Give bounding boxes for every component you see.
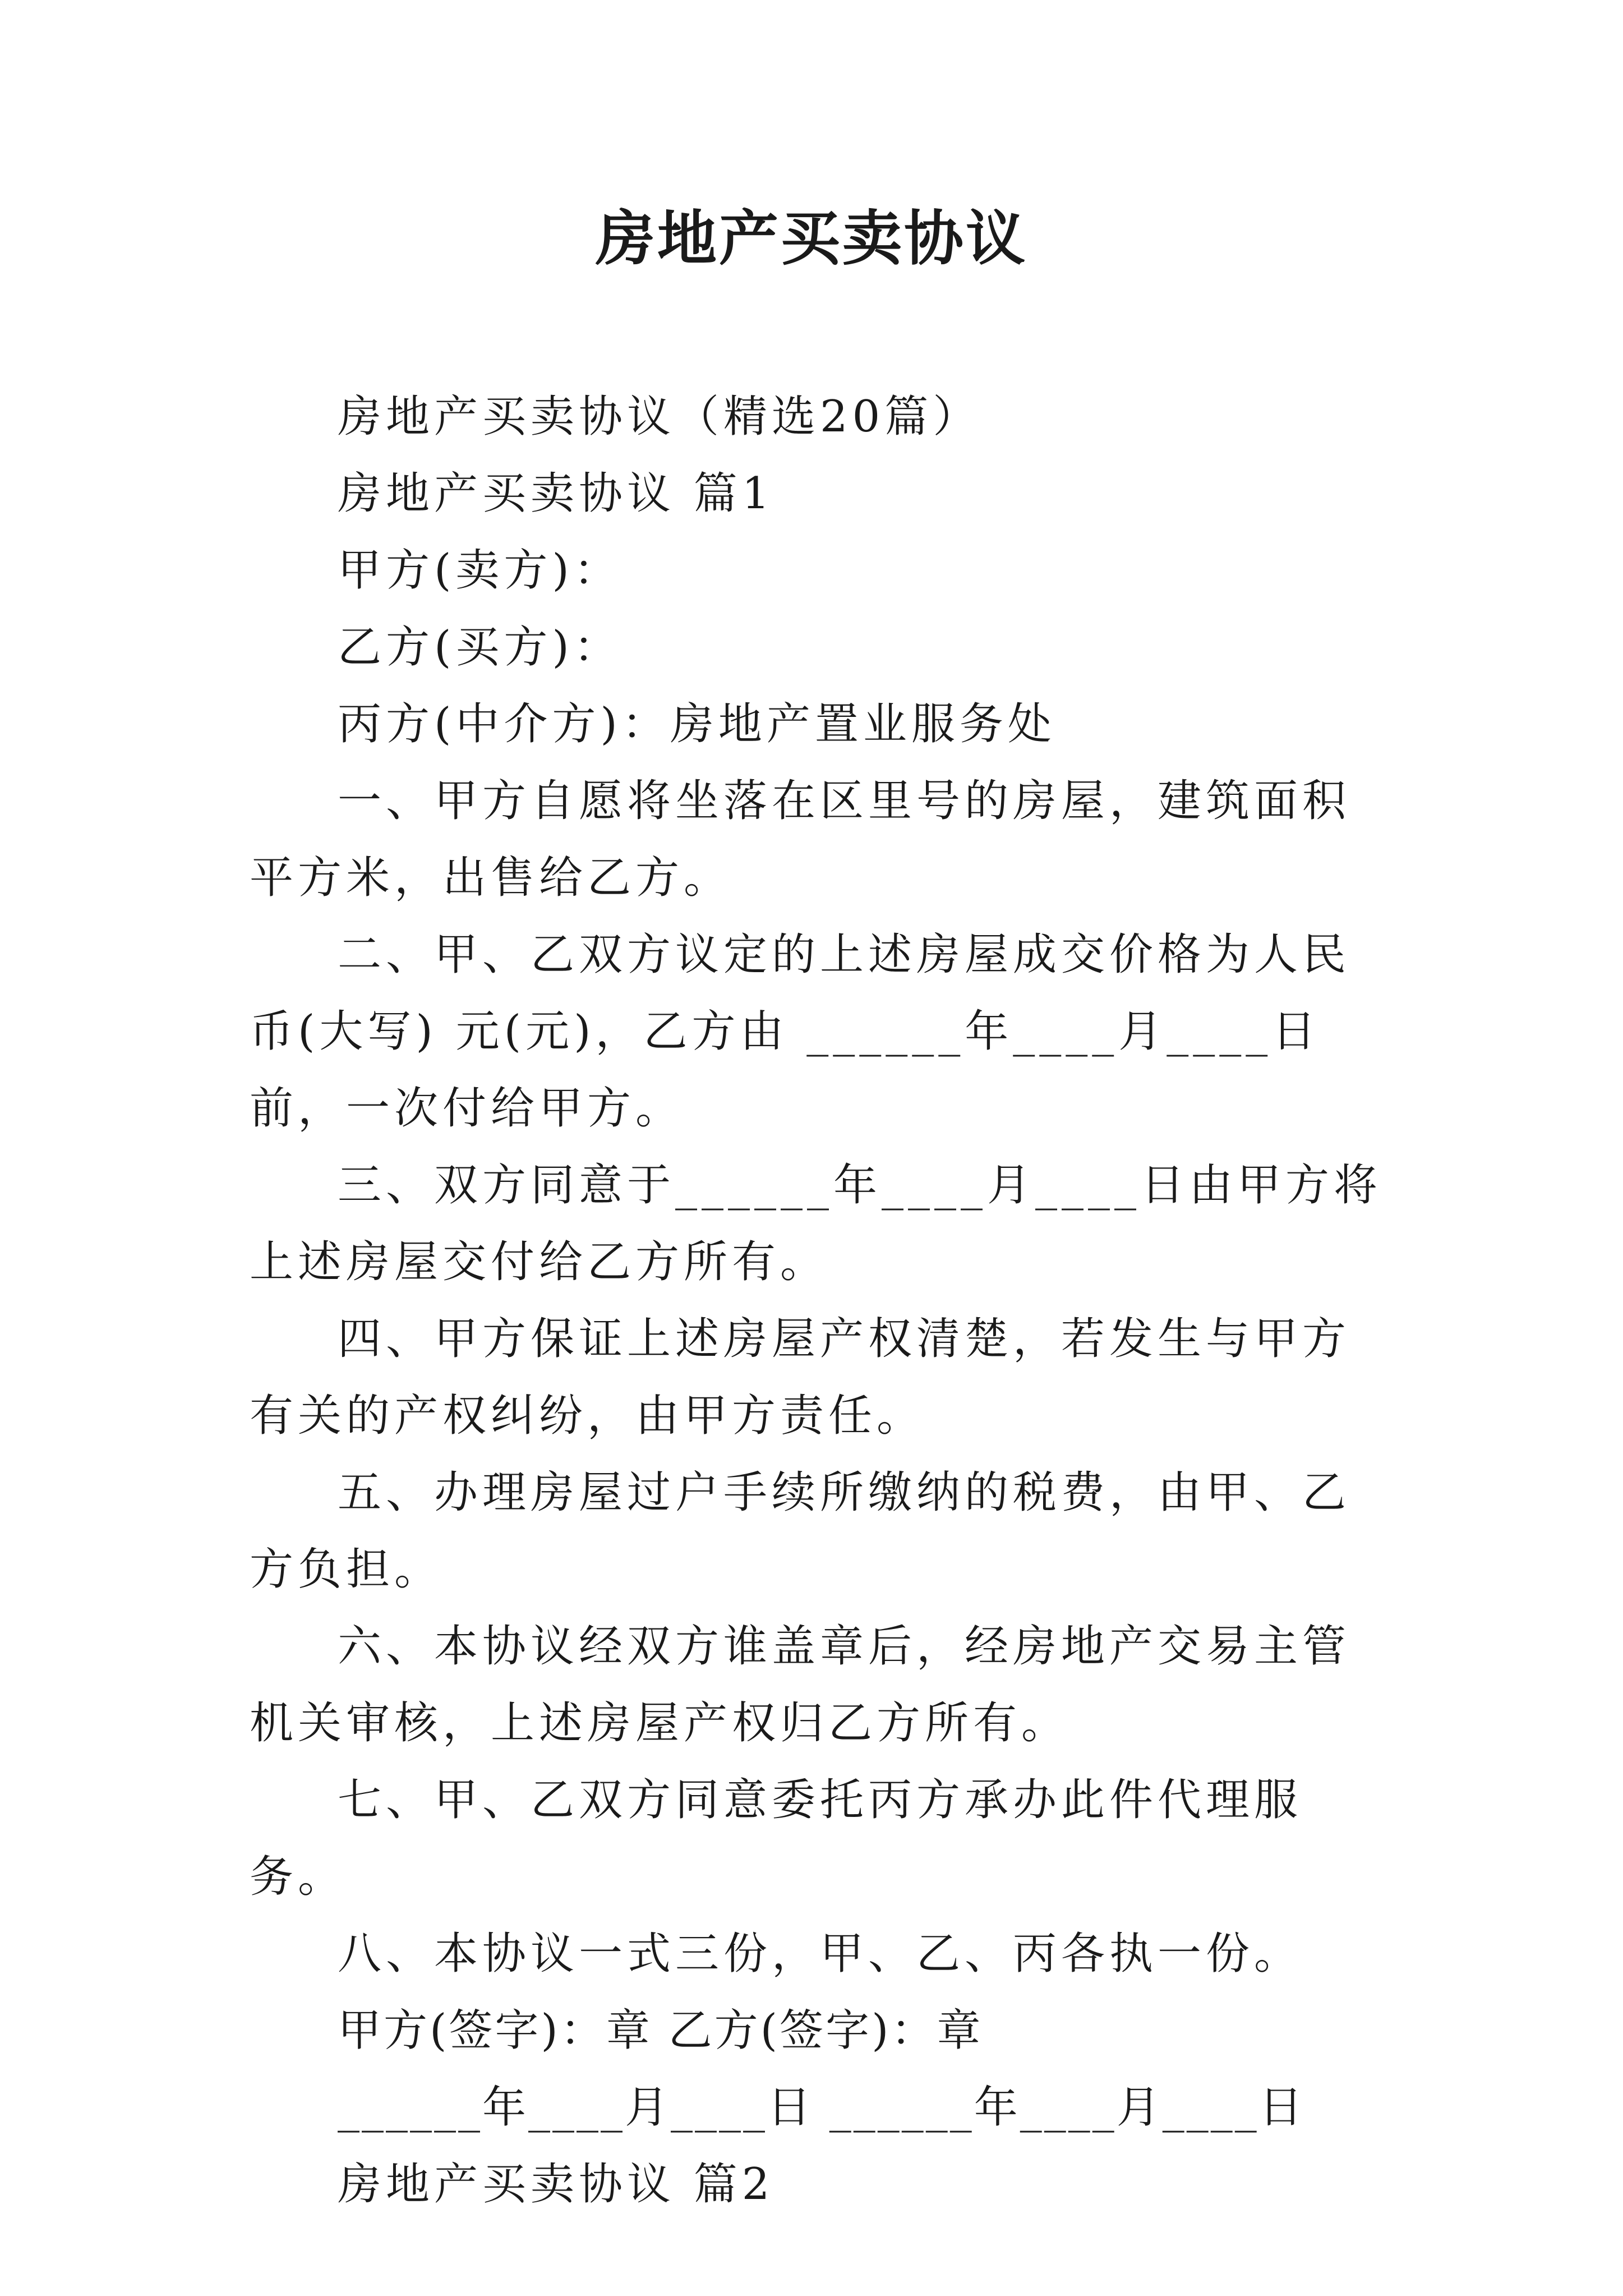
- paragraph-subtitle: 房地产买卖协议（精选20篇）: [338, 392, 981, 442]
- paragraph-section-heading-2: 房地产买卖协议 篇2: [338, 2159, 774, 2210]
- document-title: 房地产买卖协议: [596, 203, 1027, 273]
- paragraph-clause-6: 六、本协议经双方谁盖章后，经房地产交易主管机关审核，上述房屋产权归乙方所有。: [250, 1621, 1351, 1749]
- paragraph-party-a: 甲方(卖方)：: [338, 545, 622, 596]
- paragraph-signatures: 甲方(签字)：章 乙方(签字)：章: [338, 2005, 983, 2056]
- paragraph-party-c: 丙方(中介方)：房地产置业服务处: [338, 699, 1056, 749]
- paragraph-clause-2: 二、甲、乙双方议定的上述房屋成交价格为人民币(大写) 元(元)，乙方由 ______年____月____日前，一次付给甲方。: [250, 930, 1351, 1134]
- paragraph-signature-dates: ______年____月____日 ______年____月____日: [338, 2082, 1305, 2133]
- paragraph-party-b: 乙方(买方)：: [338, 622, 622, 673]
- paragraph-section-heading-1: 房地产买卖协议 篇1: [338, 468, 774, 519]
- paragraph-clause-8: 八、本协议一式三份，甲、乙、丙各执一份。: [338, 1929, 1303, 1979]
- paragraph-clause-7: 七、甲、乙双方同意委托丙方承办此件代理服务。: [250, 1775, 1303, 1902]
- document-body: [250, 379, 1382, 2223]
- paragraph-clause-1: 一、甲方自愿将坐落在区里号的房屋，建筑面积平方米，出售给乙方。: [250, 776, 1351, 903]
- paragraph-clause-5: 五、办理房屋过户手续所缴纳的税费，由甲、乙方负担。: [250, 1467, 1351, 1595]
- paragraph-clause-4: 四、甲方保证上述房屋产权清楚，若发生与甲方有关的产权纠纷，由甲方责任。: [250, 1314, 1351, 1441]
- paragraph-clause-3: 三、双方同意于______年____月____日由甲方将上述房屋交付给乙方所有。: [250, 1160, 1382, 1287]
